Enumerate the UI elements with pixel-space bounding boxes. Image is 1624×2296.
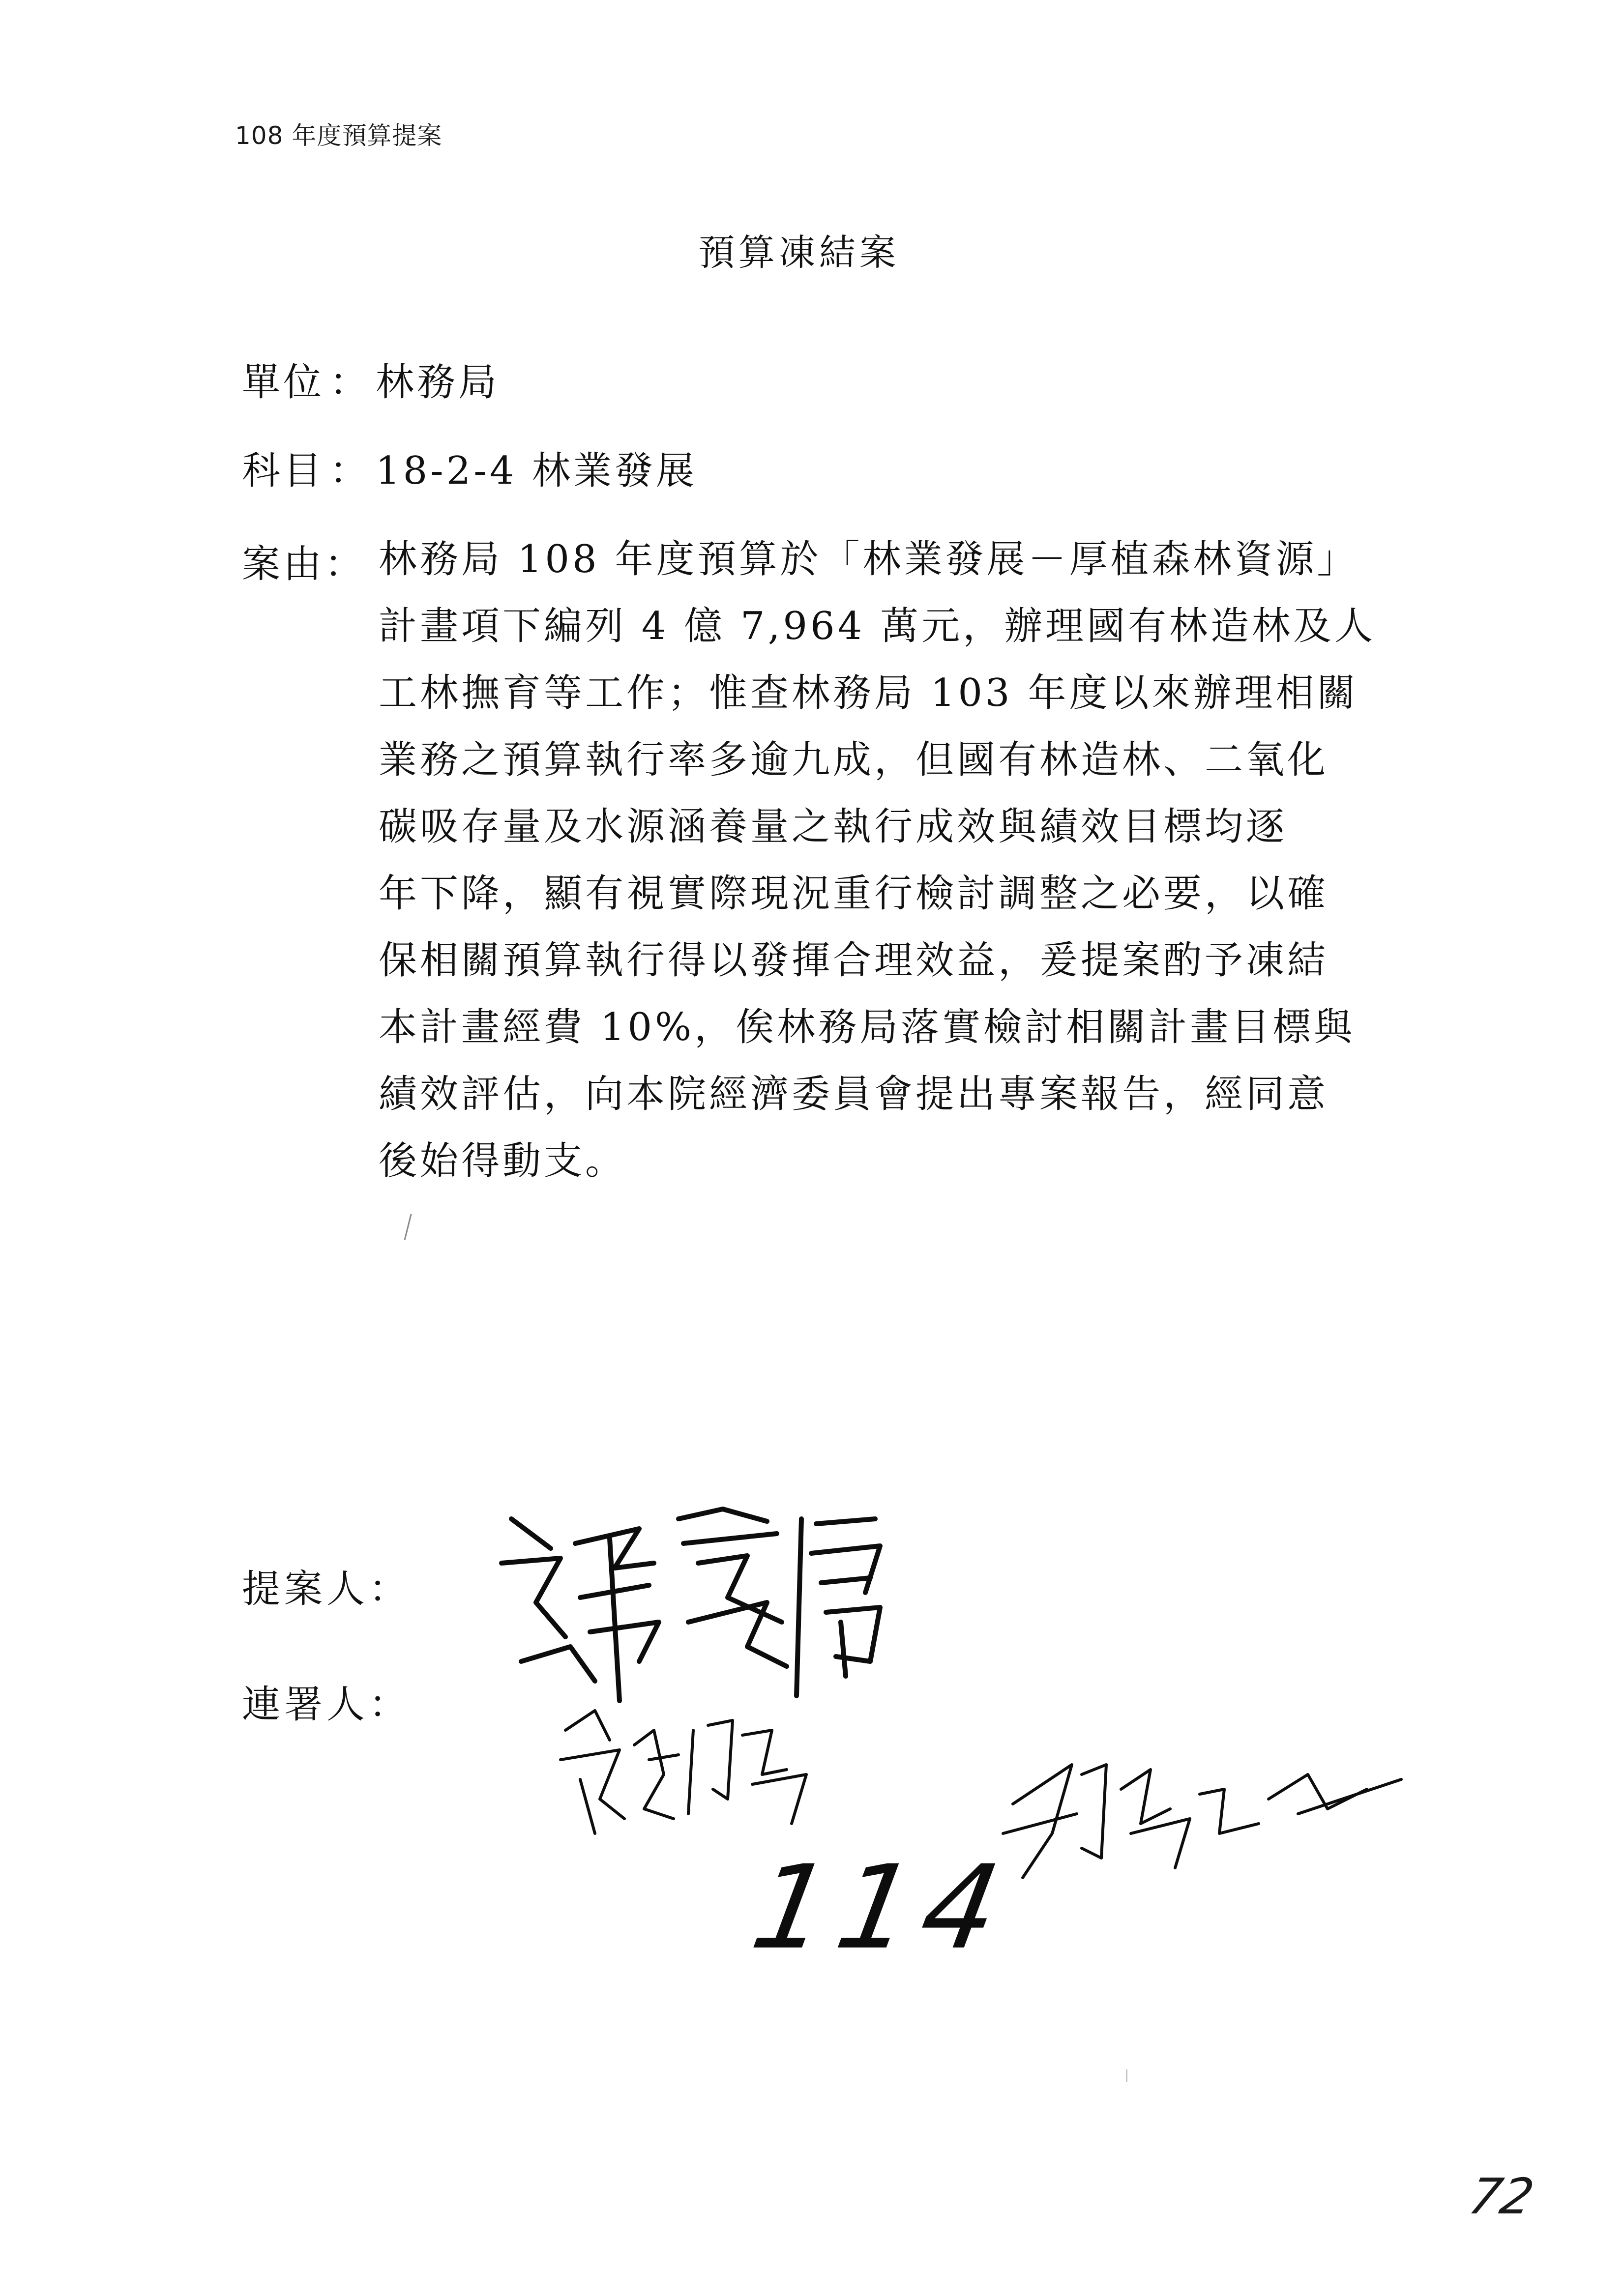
subject-value: 18-2-4 林業發展 — [376, 449, 698, 493]
header-label: 108 年度預算提案 — [235, 121, 443, 150]
page-number: 72 — [1464, 2168, 1539, 2225]
scan-speck — [1126, 2069, 1127, 2082]
unit-value: 林務局 — [376, 360, 500, 405]
reason-body — [379, 526, 1376, 1194]
reason-label: 案由 — [242, 542, 325, 586]
reason-line: 後始得動支。 — [379, 1139, 627, 1183]
reason-line: 業務之預算執行率多逾九成，但國有林造林、二氧化 — [379, 738, 1329, 782]
reason-line: 林務局 108 年度預算於「林業發展－厚植森林資源」 — [379, 537, 1358, 581]
proposer-signature — [492, 1499, 895, 1706]
reason-colon: ： — [325, 542, 366, 586]
reason-line: 保相關預算執行得以發揮合理效益，爰提案酌予凍結 — [379, 938, 1329, 983]
stray-pen-mark — [404, 1214, 416, 1241]
reason-line: 績效評估，向本院經濟委員會提出專案報告，經同意 — [379, 1072, 1329, 1116]
document-title: 預算凍結案 — [698, 232, 900, 274]
reason-line: 年下降，顯有視實際現況重行檢討調整之必要，以確 — [379, 872, 1329, 916]
unit-field — [242, 351, 500, 407]
proposer-label: 提案人： — [242, 1567, 412, 1611]
handwritten-number: 114 — [742, 1841, 1020, 1975]
cosigner-signature — [551, 1701, 826, 1843]
reason-label-group — [242, 533, 366, 588]
unit-label: 單位 — [242, 360, 325, 405]
cosigner-signature — [993, 1735, 1411, 1897]
subject-field — [242, 440, 697, 495]
unit-colon: ： — [329, 360, 371, 405]
subject-colon: ： — [329, 449, 371, 493]
cosigners-label: 連署人： — [242, 1683, 412, 1727]
reason-line: 計畫項下編列 4 億 7,964 萬元，辦理國有林造林及人 — [379, 604, 1376, 648]
reason-line: 本計畫經費 10%，俟林務局落實檢討相關計畫目標與 — [379, 1005, 1356, 1049]
subject-label: 科目 — [242, 449, 325, 493]
reason-line: 碳吸存量及水源涵養量之執行成效與績效目標均逐 — [379, 805, 1288, 849]
reason-line: 工林撫育等工作；惟查林務局 103 年度以來辦理相關 — [379, 671, 1358, 715]
